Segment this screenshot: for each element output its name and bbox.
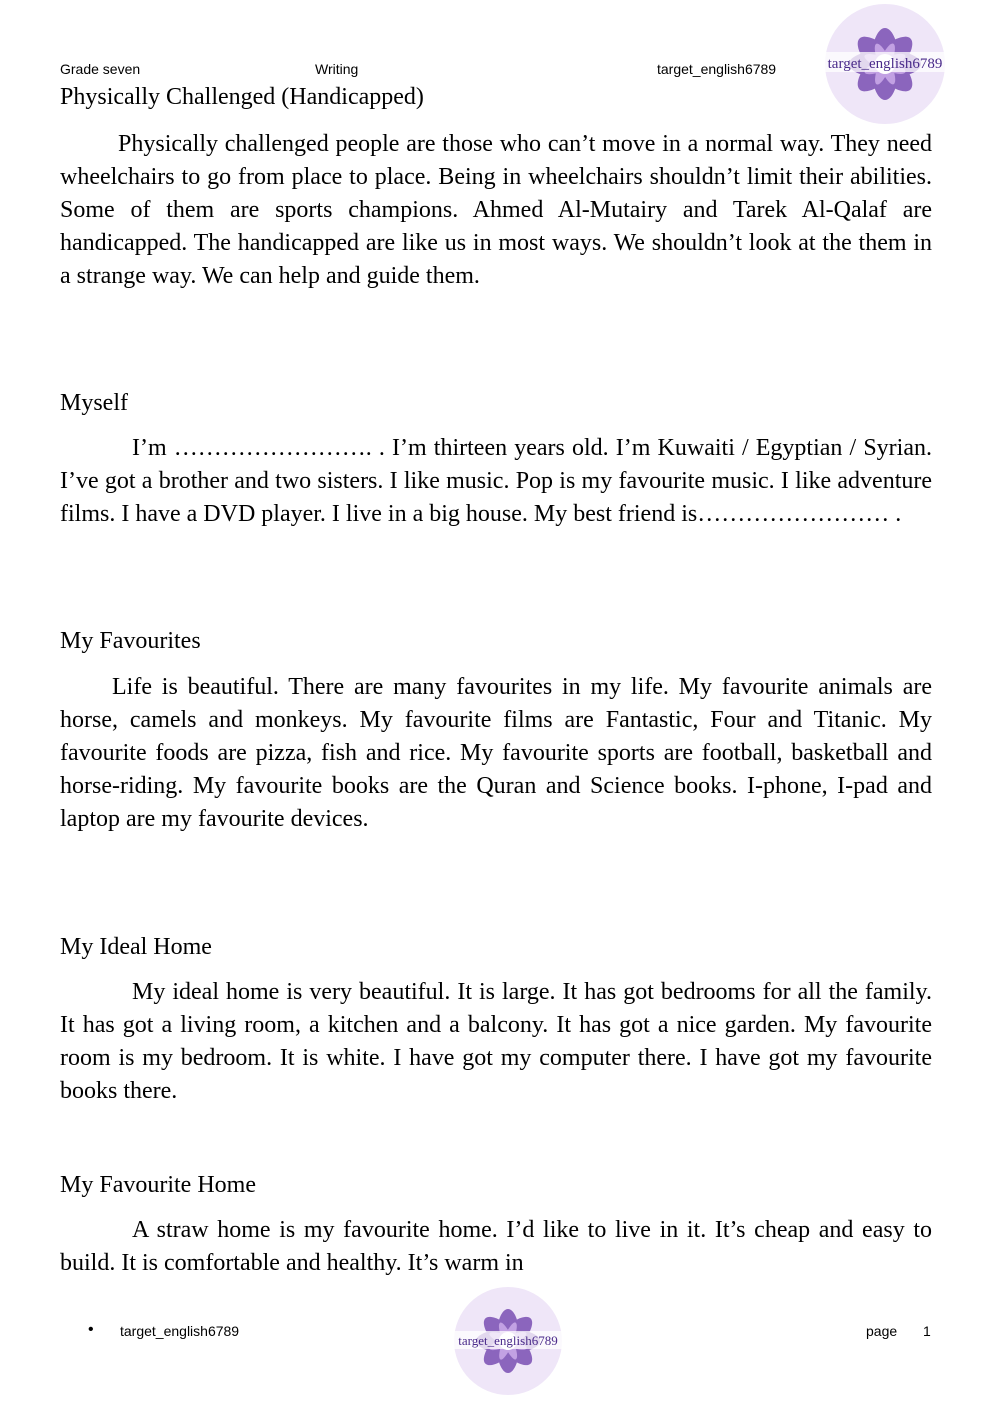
header-subject: Writing: [315, 61, 359, 77]
footer-watermark-logo-icon: [443, 1282, 573, 1400]
footer-handle: target_english6789: [120, 1323, 240, 1339]
section-title-ideal-home: My Ideal Home: [60, 934, 212, 960]
watermark-logo-icon: [810, 0, 960, 128]
footer-page-label: page: [866, 1323, 898, 1339]
header-grade: Grade seven: [60, 61, 141, 77]
paragraph-myself: I’m ……………………. . I’m thirteen years old. I’m Kuwaiti / Egyptian / Syrian. I’ve got a brother and two sisters. I like music. Pop is my favourite music. I like adventure films. I have a DVD player. I live in a big house. My best friend is…………………… .: [60, 435, 932, 527]
section-title-myself: Myself: [60, 390, 128, 416]
paragraph-favourites: Life is beautiful. There are many favourites in my life. My favourite animals are horse, camels and monkeys. My favourite films are Fantastic, Four and Titanic. My favourite foods are pizza, fish and rice. My favourite sports are football, basketball and horse-riding. My favourite books are the Quran and Science books. I-phone, I-pad and laptop are my favourite devices.: [60, 674, 932, 832]
section-title-favourites: My Favourites: [60, 628, 201, 654]
paragraph-handicapped: Physically challenged people are those who can’t move in a normal way. They need wheelchairs to go from place to place. Being in wheelchairs shouldn’t limit their abilities. Some of them are sports champions. Ahmed Al-Mutairy and Tarek Al-Qalaf are handicapped. The handicapped are like us in most ways. We shouldn’t look at the them in a strange way. We can help and guide them.: [60, 131, 932, 289]
paragraph-favourite-home: A straw home is my favourite home. I’d like to live in it. It’s cheap and easy to build. It is comfortable and healthy. It’s warm in: [60, 1217, 932, 1276]
svg-text:target_english6789: target_english6789: [458, 1333, 558, 1348]
paragraph-ideal-home: My ideal home is very beautiful. It is large. It has got bedrooms for all the family. It has got a living room, a kitchen and a balcony. It has got a nice garden. My favourite room is my bedroom. It is white. I have got my computer there. I have got my favourite books there.: [60, 979, 932, 1104]
section-title-handicapped: Physically Challenged (Handicapped): [60, 84, 424, 110]
footer-bullet: •: [88, 1321, 94, 1338]
svg-text:target_english6789: target_english6789: [827, 56, 943, 72]
footer-page-number: 1: [923, 1323, 931, 1339]
section-title-favourite-home: My Favourite Home: [60, 1172, 256, 1198]
header-handle: target_english6789: [657, 61, 777, 77]
